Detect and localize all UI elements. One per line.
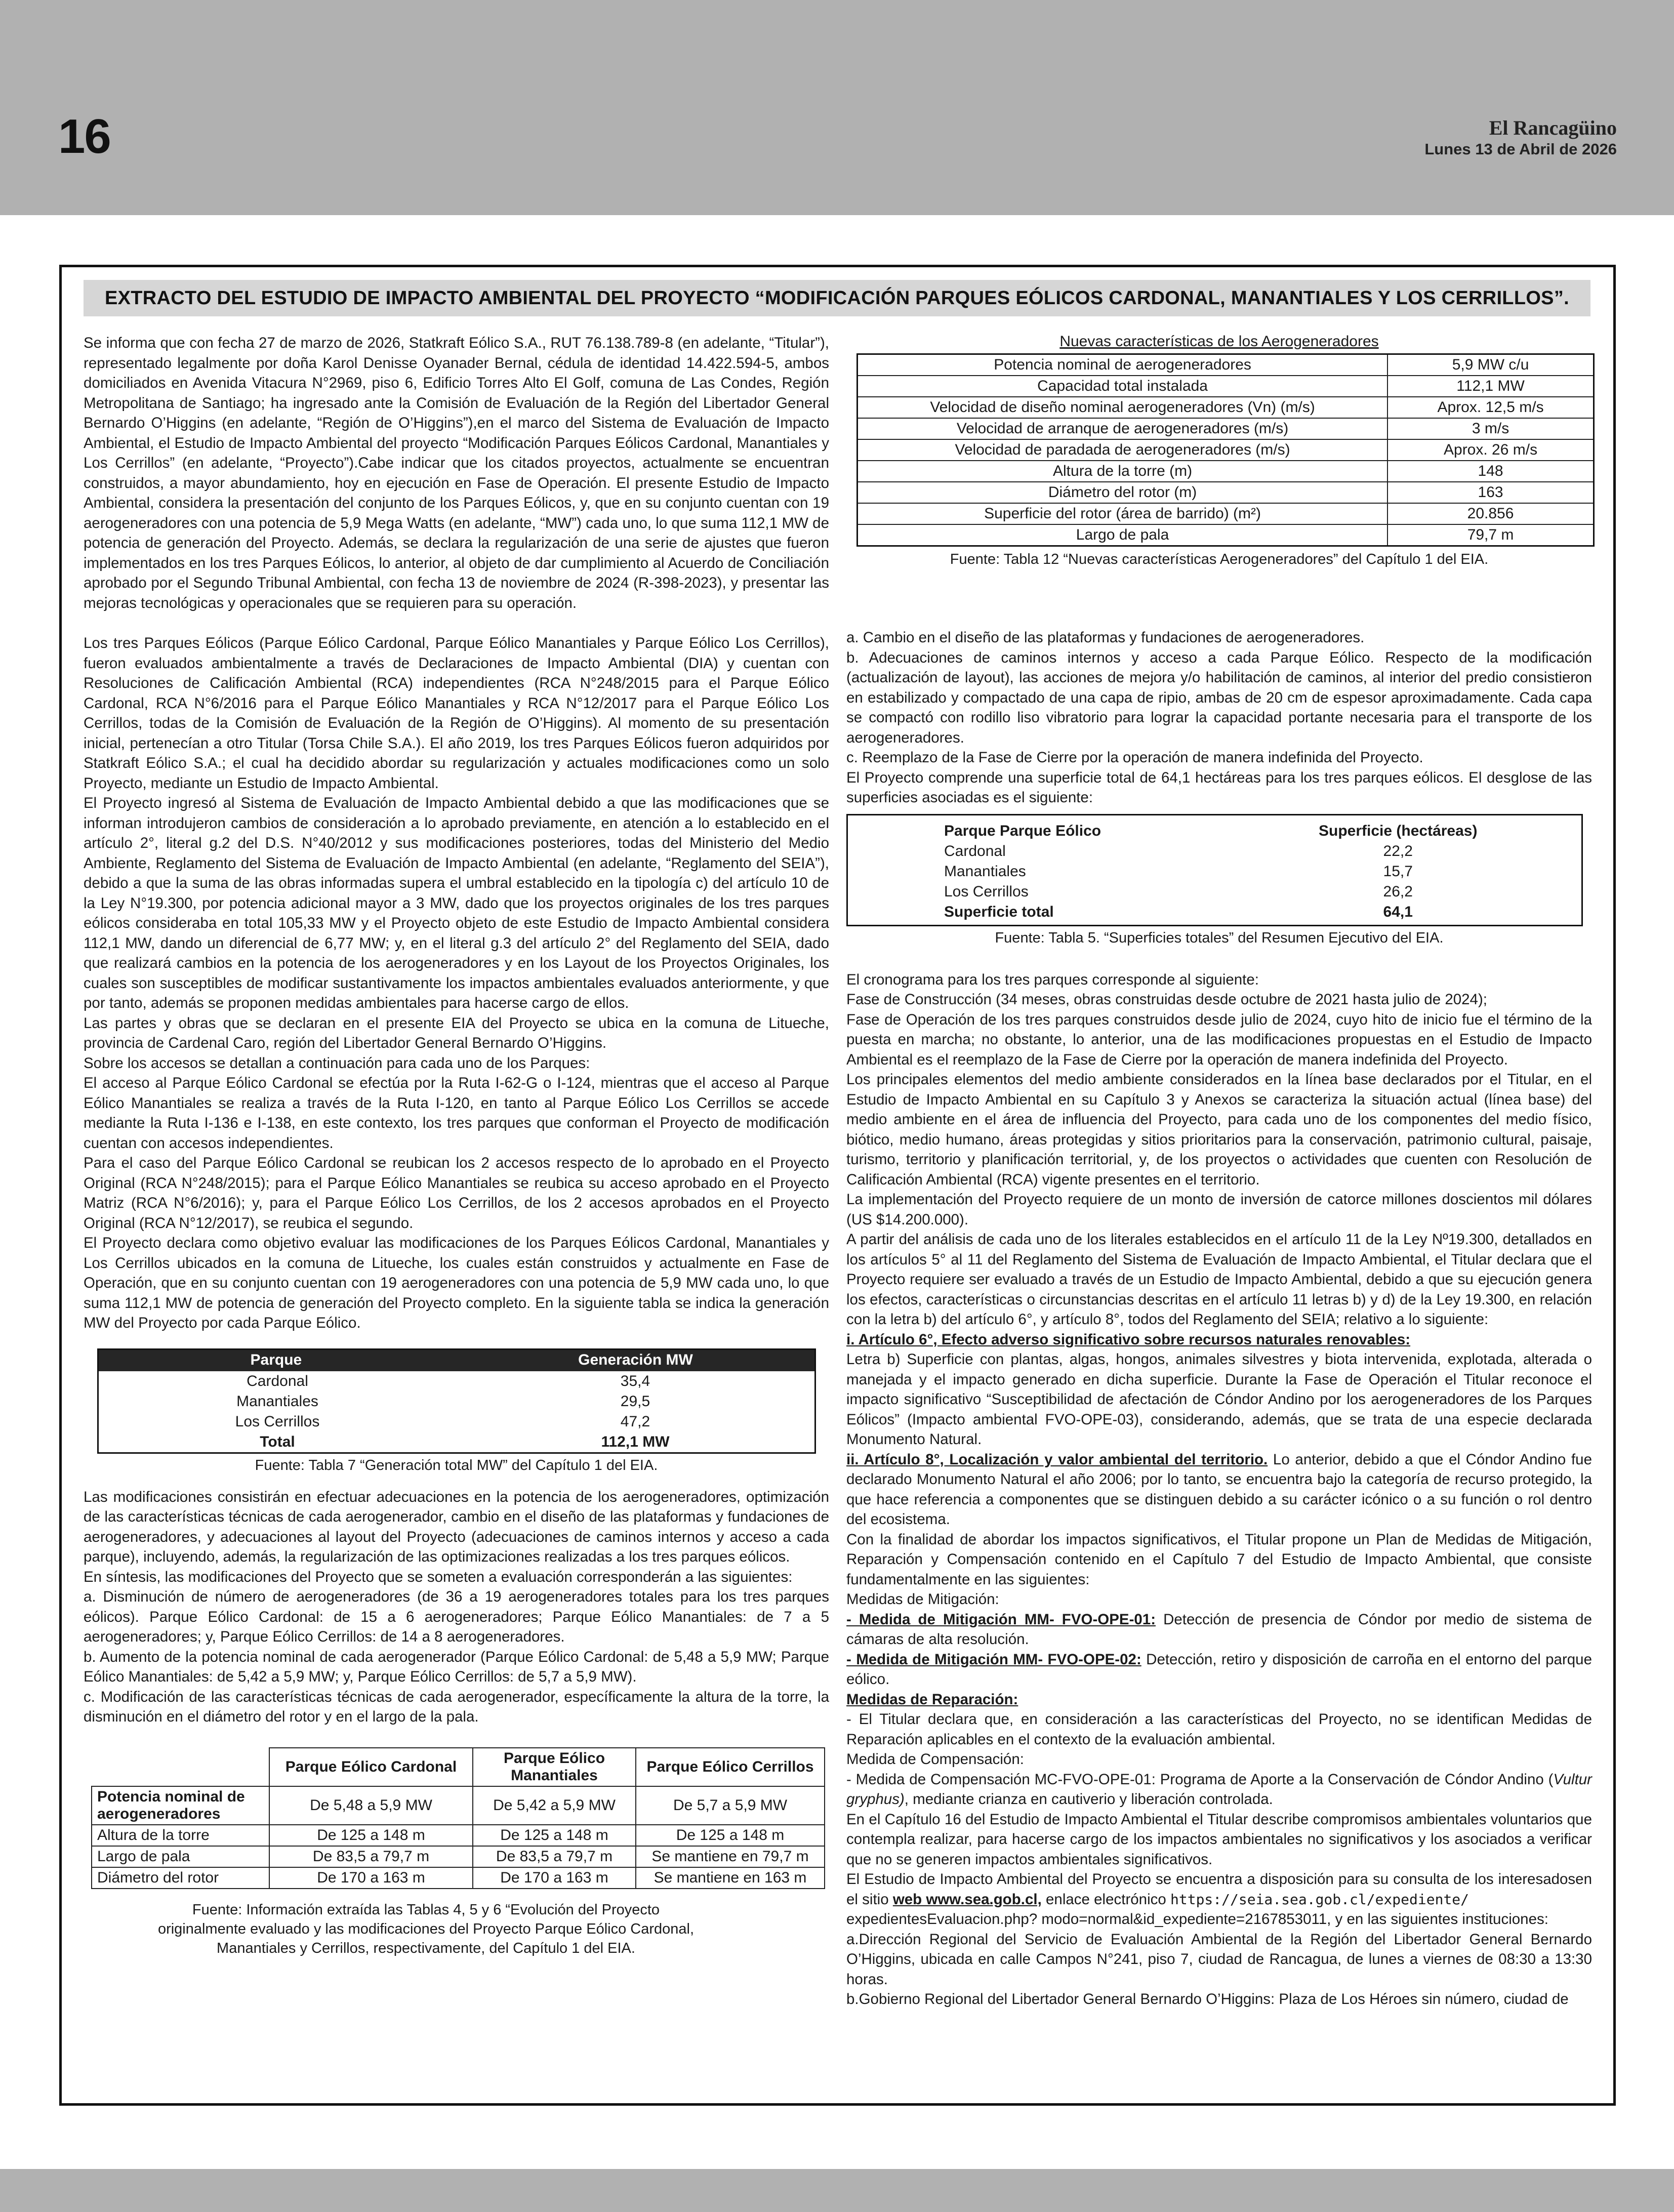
table-row: Velocidad de arranque de aerogeneradores (m/s) 3 m/s (858, 418, 1594, 439)
table-row: Cardonal 22,2 (944, 842, 1413, 859)
table-header: Parque Eólico Manantiales (473, 1748, 636, 1786)
table-row: Potencia nominal de aerogeneradores De 5,48 a 5,9 MW De 5,42 a 5,9 MW De 5,7 a 5,9 MW (92, 1786, 825, 1825)
paragraph: c. Modificación de las características técnicas de cada aerogenerador, específicamente la altura de la torre, la disminución en el diámetro del rotor y en el largo de la pala. (84, 1688, 829, 1725)
newspaper-masthead (1424, 117, 1617, 160)
comparison-table (91, 1747, 825, 1889)
paragraph: En el Capítulo 16 del Estudio de Impacto Ambiental el Titular describe compromisos ambientales voluntarios que contempla realizar, para hacerse cargo de los impactos ambientales no significativos y los asociados a verificar que no se generen impactos ambientales significativos. (846, 1811, 1592, 1868)
paragraph: a. Disminución de número de aerogeneradores (de 36 a 19 aerogeneradores totales para los tres parques eólicos). Parque Eólico Cardonal: de 15 a 6 aerogeneradores; Parque Eólico Manantiales: de 7 a 5 aerogeneradores; y, Parque Eólico Cerrillos: de 14 a 8 aerogeneradores. (84, 1588, 829, 1645)
paragraph: - Medida de Compensación MC-FVO-OPE-01: Programa de Aporte a la Conservación de Cóndor Andino (Vultur gryphus), mediante crianza en cautiverio y liberación controlada. (846, 1771, 1592, 1808)
paragraph: Se informa que con fecha 27 de marzo de 2026, Statkraft Eólico S.A., RUT 76.138.789-8 (en adelante, “Titular”), representado legalmente por doña Karol Denisse Oyanader Bernal, cédula de identidad 14.422.594-5, ambos domiciliados en Avenida Vitacura N°2969, piso 6, Edificio Torres Alto El Golf, comuna de Las Condes, Región Metropolitana de Santiago; ha ingresado ante la Comisión de Evaluación de la Región del Libertador General Bernardo O’Higgins (en adelante, “Región de O’Higgins”),en el marco del Sistema de Evaluación de Impacto Ambiental, el Estudio de Impacto Ambiental del proyecto “Modificación Parques Eólicos Cardonal, Manantiales y Los Cerrillos” (en adelante, “Proyecto”).Cabe indicar que los citados proyectos, actualmente se encuentran construidos, a mayor abundamiento, hoy en ejecución en Fase de Operación. El presente Estudio de Impacto Ambiental, considera la presentación del conjunto de los Parques Eólicos, y, que en su conjunto cuentan con 19 aerogeneradores con una potencia de 5,9 Mega Watts (en adelante, “MW”) cada uno, lo que suma 112,1 MW de potencia de generación del Proyecto. Además, se declara la regularización de una serie de ajustes que fueron implementados en los tres Parques Eólicos, lo anterior, al objeto de dar cumplimiento al Acuerdo de Conciliación aprobado por el Segundo Tribunal Ambiental, con fecha 13 de noviembre de 2024 (R-398-2023), y presentar las mejoras tecnológicas y operacionales que se requieren para su operación. (84, 335, 829, 611)
generation-table (97, 1348, 816, 1454)
table-row: Velocidad de diseño nominal aerogeneradores (Vn) (m/s) Aprox. 12,5 m/s (858, 397, 1594, 418)
page-number: 16 (58, 109, 110, 163)
table-row: Capacidad total instalada 112,1 MW (858, 376, 1594, 397)
table-caption: Fuente: Tabla 5. “Superficies totales” del Resumen Ejecutivo del EIA. (995, 929, 1444, 946)
table-row: Potencia nominal de aerogeneradores 5,9 MW c/u (858, 354, 1594, 376)
paragraph: Medida de Compensación: (846, 1751, 1024, 1768)
paragraph: El Proyecto declara como objetivo evaluar las modificaciones de los Parques Eólicos Cardonal, Manantiales y Los Cerrillos ubicados en la comuna de Litueche, los cuales están construidos y actualmente en Fase de Operación, que en su conjunto cuentan con 19 aerogeneradores con una potencia de 5,9 MW cada uno, lo que suma 112,1 MW de potencia de generación del Proyecto completo. En la siguiente tabla se indica la generación MW del Proyecto por cada Parque Eólico. (84, 1235, 829, 1331)
left-column (84, 333, 829, 1958)
expediente-link[interactable]: https://seia.sea.gob.cl/expediente/ (1170, 1891, 1469, 1908)
table-row: Altura de la torre De 125 a 148 m De 125 a 148 m De 125 a 148 m (92, 1825, 825, 1846)
notice-title: EXTRACTO DEL ESTUDIO DE IMPACTO AMBIENTAL DEL PROYECTO “MODIFICACIÓN PARQUES EÓLICOS CARDONAL, MANANTIALES Y LOS CERRILLOS”. (104, 287, 1569, 309)
measure-label: - Medida de Mitigación MM- FVO-OPE-01: (846, 1611, 1156, 1628)
paragraph: El acceso al Parque Eólico Cardonal se efectúa por la Ruta I-62-G o I-124, mientras que el acceso al Parque Eólico Manantiales se realiza a través de la Ruta I-120, en tanto al Parque Eólico Los Cerrillos se accede mediante la Ruta I-136 e I-138, en este contexto, los tres parques que conforman el Proyecto de modificación cuentan con accesos independientes. (84, 1075, 829, 1152)
paragraph: b. Adecuaciones de caminos internos y acceso a cada Parque Eólico. Respecto de la modificación (actualización de layout), las acciones de mejora y/o habilitación de caminos, al interior del predio consistieron en estabilizado y compactado de una capa de ripio, ambas de 20 cm de espesor aproximadamente. Cada capa se compactó con rodillo liso vibratorio para lograr la capacidad portante necesaria para el transporte de los aerogeneradores. (846, 649, 1592, 746)
paragraph: La implementación del Proyecto requiere de un monto de inversión de catorce millones doscientos mil dólares (US $14.200.000). (846, 1191, 1592, 1228)
table-row: Altura de la torre (m) 148 (858, 461, 1594, 482)
table-title: Nuevas características de los Aerogeneradores (1059, 333, 1379, 350)
section-heading: Medidas de Reparación: (846, 1691, 1018, 1708)
paragraph: El Proyecto ingresó al Sistema de Evaluación de Impacto Ambiental debido a que las modificaciones que se informan introdujeron cambios de consideración a lo aprobado previamente, en atención a lo establecido en el artículo 2°, literal g.2 del D.S. N°40/2012 y sus modificaciones posteriores, todas del Ministerio del Medio Ambiente, Reglamento del Sistema de Evaluación de Impacto Ambiental (en adelante, “Reglamento del SEIA”), debido a que la suma de las obras informadas supera el umbral establecido en la tipología c) del artículo 10 de la Ley N°19.300, por potencia adicional mayor a 3 MW, dado que los proyectos originales de los tres parques eólicos consideraba en total 105,33 MW y el Proyecto objeto de este Estudio de Impacto Ambiental considera 112,1 MW, dando un diferencial de 6,77 MW; y, en el literal g.3 del artículo 2° del Reglamento del SEIA, dado que realizará cambios en la potencia de los aerogeneradores y en los Layout de los Proyectos Originales, los cuales son susceptibles de modificar sustantivamente los impactos ambientales evaluados anteriormente, y que por tanto, además se proponen medidas ambientales para hacerse cargo de ellos. (84, 795, 829, 1011)
table-row: Los Cerrillos 26,2 (944, 883, 1413, 900)
section-heading: ii. Artículo 8°, Localización y valor ambiental del territorio. (846, 1451, 1268, 1468)
table-row: Cardonal 35,4 (247, 1372, 650, 1389)
paragraph: a.Dirección Regional del Servicio de Evaluación Ambiental de la Región del Libertador General Bernardo O’Higgins, ubicada en calle Campos N°241, piso 7, ciudad de Rancagua, de lunes a viernes de 08:30 a 13:30 horas. (846, 1931, 1592, 1988)
surface-table (846, 814, 1583, 926)
paragraph: b. Aumento de la potencia nominal de cada aerogenerador (Parque Eólico Cardonal: de 5,48 a 5,9 MW; Parque Eólico Manantiales: de 5,42 a 5,9 MW; y, Parque Eólico Cerrillos: de 5,7 a 5,9 MW). (84, 1648, 829, 1685)
table-header: Parque (98, 1349, 457, 1371)
paragraph: El cronograma para los tres parques corresponde al siguiente: (846, 971, 1259, 988)
table-header: Parque Eólico Cerrillos (636, 1748, 825, 1786)
table-row: Los Cerrillos 47,2 (235, 1413, 650, 1430)
table-caption: Fuente: Tabla 12 “Nuevas características Aerogeneradores” del Capítulo 1 del EIA. (950, 551, 1489, 567)
measure-label: - Medida de Mitigación MM- FVO-OPE-02: (846, 1651, 1141, 1668)
table-row: Diámetro del rotor (m) 163 (858, 482, 1594, 503)
paragraph: En síntesis, las modificaciones del Proyecto que se someten a evaluación corresponderán a las siguientes: (84, 1568, 793, 1585)
paragraph: - Medida de Mitigación MM- FVO-OPE-01: Detección de presencia de Cóndor por medio de sistema de cámaras de alta resolución. (846, 1611, 1592, 1648)
footer-band (0, 2169, 1674, 2212)
table-total-row: Total 112,1 MW (260, 1433, 670, 1450)
paragraph: Medidas de Mitigación: (846, 1591, 999, 1608)
paragraph: - El Titular declara que, en consideración a las características del Proyecto, no se identifican Medidas de Reparación aplicables en el contexto de la evaluación ambiental. (846, 1711, 1592, 1748)
table-header: Parque Parque Eólico (944, 822, 1101, 839)
aero-table (856, 353, 1595, 547)
table-row: Largo de pala De 83,5 a 79,7 m De 83,5 a 79,7 m Se mantiene en 79,7 m (92, 1846, 825, 1867)
newspaper-name: El Rancagüino (1489, 116, 1617, 139)
header-band (0, 0, 1674, 215)
paragraph: A partir del análisis de cada uno de los literales establecidos en el artículo 11 de la Ley Nº19.300, detallados en los artículos 5° al 11 del Reglamento del Sistema de Evaluación de Impacto Ambiental, el Titular declara que el Proyecto requiere ser evaluado a través de un Estudio de Impacto Ambiental, debido a que su ejecución genera los efectos, características o circunstancias descritas en el artículo 11 letras b) y d) de la Ley 19.300, en relación con la letra b) del artículo 6°, y artículo 8°, todos del Reglamento del SEIA; relativo a lo siguiente: (846, 1231, 1592, 1328)
website-link[interactable]: web www.sea.gob.cl, (892, 1891, 1042, 1908)
table-caption: Fuente: Información extraída las Tablas 4, 5 y 6 “Evolución del Proyecto originalmente evaluado y las modificaciones del Proyecto Parque Eólico Cardonal, Manantiales y Cerrillos, respectivamente, del Capítulo 1 del EIA. (157, 1901, 695, 1956)
table-row: Manantiales 15,7 (944, 863, 1413, 880)
paragraph: c. Reemplazo de la Fase de Cierre por la operación de manera indefinida del Proyecto. (846, 749, 1423, 766)
notice-title-bar (84, 280, 1590, 316)
paragraph: Con la finalidad de abordar los impactos significativos, el Titular propone un Plan de Medidas de Mitigación, Reparación y Compensación contenido en el Capítulo 7 del Estudio de Impacto Ambiental, que consiste fundamentalmente en las siguientes: (846, 1531, 1592, 1588)
table-total-row: Superficie total 64,1 (944, 903, 1413, 920)
paragraph: a. Cambio en el diseño de las plataformas y fundaciones de aerogeneradores. (846, 629, 1365, 646)
paragraph: - Medida de Mitigación MM- FVO-OPE-02: Detección, retiro y disposición de carroña en el entorno del parque eólico. (846, 1651, 1592, 1688)
table-header: Generación MW (457, 1349, 815, 1371)
table-row: Superficie del rotor (área de barrido) (m²) 20.856 (858, 503, 1594, 524)
paragraph: ii. Artículo 8°, Localización y valor ambiental del territorio. Lo anterior, debido a que el Cóndor Andino fue declarado Monumento Natural el año 2006; por lo tanto, se encuentra bajo la categoría de recurso protegido, la que hace referencia a componentes que se distinguen debido a su carácter icónico o a su función o rol dentro del ecosistema. (846, 1451, 1592, 1528)
issue-date: Lunes 13 de Abril de 2026 (1424, 140, 1617, 158)
paragraph: Las partes y obras que se declaran en el presente EIA del Proyecto se ubica en la comuna de Litueche, provincia de Cardenal Caro, región del Libertador General Bernardo O’Higgins. (84, 1014, 829, 1051)
paragraph: Letra b) Superficie con plantas, algas, hongos, animales silvestres y biota intervenida, explotada, alterada o manejada y el impacto generado en dicha superficie. Durante la Fase de Operación el Titular reconoce el impacto significativo “Susceptibilidad de afectación de Cóndor Andino por los aerogeneradores de los Parques Eólicos” (Impacto ambiental FVO-OPE-03), considerando, además, que se trata de una especie declarada Monumento Natural. (846, 1351, 1592, 1448)
table-row: Largo de pala 79,7 m (858, 524, 1594, 546)
table-caption: Fuente: Tabla 7 “Generación total MW” del Capítulo 1 del EIA. (255, 1457, 658, 1473)
paragraph: Sobre los accesos se detallan a continuación para cada uno de los Parques: (84, 1054, 590, 1072)
paragraph: El Estudio de Impacto Ambiental del Proyecto se encuentra a disposición para su consulta de los interesadosen el sitio web www.sea.gob.cl, enlace electrónico https://seia.sea.gob.cl/expediente/ expedientesEvaluacion.php? modo=normal&id_expediente=2167853011, y en las siguientes instituciones: (846, 1871, 1592, 1928)
paragraph: Los principales elementos del medio ambiente considerados en la línea base declarados por el Titular, en el Estudio de Impacto Ambiental en su Capítulo 3 y Anexos se caracteriza la situación actual (línea base) del medio ambiente en el área de influencia del Proyecto, para cada uno de los componentes del medio físico, biótico, medio humano, áreas protegidas y sitios prioritarios para la conservación, patrimonio cultural, paisaje, turismo, territorio y planificación territorial, y, de los proyectos o actividades que cuenten con Resolución de Calificación Ambiental (RCA) vigente presentes en el territorio. (846, 1071, 1592, 1188)
section-heading: i. Artículo 6°, Efecto adverso significativo sobre recursos naturales renovables: (846, 1331, 1411, 1348)
table-header: Superficie (hectáreas) (1319, 822, 1478, 839)
paragraph: Los tres Parques Eólicos (Parque Eólico Cardonal, Parque Eólico Manantiales y Parque Eólico Los Cerrillos), fueron evaluados ambientalmente a través de Declaraciones de Impacto Ambiental (DIA) y cuentan con Resoluciones de Calificación Ambiental (RCA) independientes (RCA N°248/2015 para el Parque Eólico Cardonal, RCA N°6/2016 para el Parque Eólico Manantiales y RCA N°12/2017 para el Parque Eólico Los Cerrillos, todas de la Comisión de Evaluación de la Región de O’Higgins). Al momento de su presentación inicial, pertenecían a otro Titular (Torsa Chile S.A.). El año 2019, los tres Parques Eólicos fueron adquiridos por Statkraft Eólico S.A.; el cual ha decidido abordar su regularización y actuales modificaciones como un solo Proyecto, mediante un Estudio de Impacto Ambiental. (84, 635, 829, 792)
table-row: Velocidad de paradada de aerogeneradores (m/s) Aprox. 26 m/s (858, 439, 1594, 461)
table-header: Parque Eólico Cardonal (269, 1748, 473, 1786)
aero-table-block (846, 333, 1592, 569)
paragraph: El Proyecto comprende una superficie total de 64,1 hectáreas para los tres parques eólicos. El desglose de las superficies asociadas es el siguiente: (846, 769, 1592, 806)
right-column (846, 628, 1592, 2010)
paragraph: b.Gobierno Regional del Libertador General Bernardo O’Higgins: Plaza de Los Héroes sin número, ciudad de (846, 1991, 1569, 2008)
paragraph: Fase de Construcción (34 meses, obras construidas desde octubre de 2021 hasta julio de 2024); (846, 991, 1487, 1008)
paragraph: Las modificaciones consistirán en efectuar adecuaciones en la potencia de los aerogeneradores, optimización de las características técnicas de cada aerogenerador, cambio en el diseño de las plataformas y fundaciones de aerogeneradores, y adecuaciones al layout del Proyecto (adecuaciones de caminos internos y acceso a cada parque), incluyendo, además, la regularización de las optimizaciones realizadas a los tres parques eólicos. (84, 1488, 829, 1565)
table-row: Manantiales 29,5 (236, 1392, 650, 1410)
paragraph: Fase de Operación de los tres parques construidos desde julio de 2024, cuyo hito de inicio fue el término de la puesta en marcha; no obstante, lo anterior, una de las modificaciones propuestas en el Estudio de Impacto Ambiental es el reemplazo de la Fase de Cierre por la operación de manera indefinida del Proyecto. (846, 1011, 1592, 1068)
paragraph: Para el caso del Parque Eólico Cardonal se reubican los 2 accesos respecto de lo aprobado en el Proyecto Original (RCA N°248/2015); para el Parque Eólico Manantiales se reubica su acceso aprobado en el Proyecto Matriz (RCA N°6/2016); y, para el Parque Eólico Los Cerrillos, de los 2 accesos aprobados en el Proyecto Original (RCA N°12/2017), se reubica el segundo. (84, 1155, 829, 1232)
table-row: Diámetro del rotor De 170 a 163 m De 170 a 163 m Se mantiene en 163 m (92, 1867, 825, 1889)
